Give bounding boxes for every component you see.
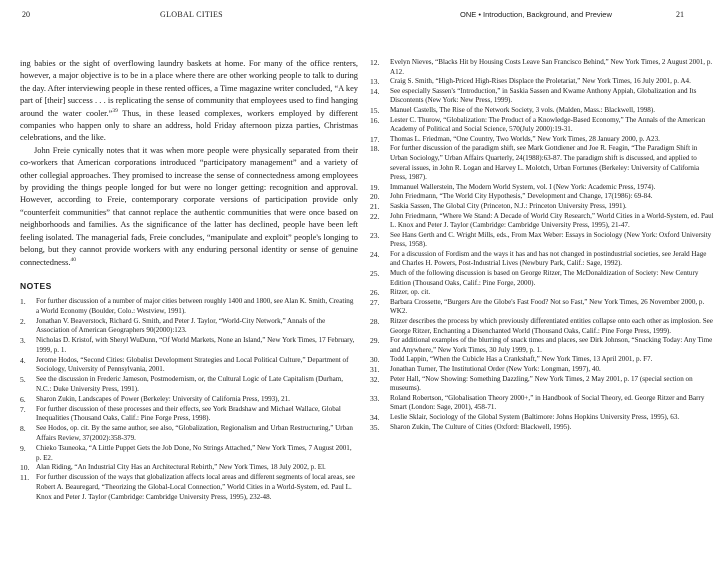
footnote-number: 1. [20,296,26,306]
footnote [20,336,358,356]
footnote-number: 4. [20,355,26,365]
footnote-ref: 40 [70,256,76,263]
footnote-number: 12. [370,58,380,67]
footnote-number: 23. [370,230,380,240]
footnote-ref: 39 [112,107,118,114]
body-text: Thus, in these leased complexes, workers employed by different companies who happen only to share an address, hold Friday afternoon pizza parties, Christmas celebrations, and the like. [20,108,358,143]
footnote [370,317,716,336]
footnote-number: 10. [20,463,30,473]
footnote-text: Immanuel Wallerstein, The Modern World System, vol. I (New York: Academic Press, 1974). [390,182,656,191]
footnote-number: 29. [370,336,380,346]
footnote-number: 35. [370,422,380,432]
footnote-text: Ritzer, op. cit. [390,288,431,297]
footnote [370,106,716,116]
footnote-text: Lester C. Thurow, “Globalization: The Product of a Knowledge-Based Economy,” The Annals of the American Academy of Political and Social Science, 570(July 2000):19-31. [390,115,706,134]
footnote-text: Leslie Sklair, Sociology of the Global System (Baltimore: Johns Hopkins University Press, 1995), 63. [390,412,680,421]
footnote-number: 13. [370,77,380,87]
footnote [370,365,716,375]
footnote-text: For further discussion of these processes and their effects, see York Bradshaw and Michael Wallace, Global Inequalities (Thousand Oaks, Calif.: Pine Forge Press, 1998). [36,404,341,423]
footnote-text: Todd Lappin, “When the Cubicle Has a Crankshaft,” New York Times, 13 April 2001, p. F7. [390,355,653,364]
footnote-number: 27. [370,297,380,307]
footnote [370,375,716,394]
footnote-text: Chieko Tsuneoka, “A Little Puppet Gets the Job Done, No Strings Attached,” New York Times, 7 August 2001, p. E2. [36,443,352,462]
footnote-text: John Friedmann, “The World City Hypothesis,” Development and Change, 17(1986): 69-84. [390,192,653,201]
body-text: John Freie cynically notes that it was when more people were physically separated from their co-workers that American corporations introduced “participatory management” and a variety of other collegial approaches. They promised to increase the sense of connectedness among employees by providing the things people longed for but were no longer getting: recognition and approval. However, according to Freie, contemporary corporate versions of participation provide only “counterfeit communities” that cannot replace the authentic communities that were once based on neighborhoods and families. As the significance of the latter has declined, people have been left feeling isolated. The managerial fads, Freie concludes, “manipulate and exploit” people's longing to belong, but they cannot provide workers with any enduring personal identity or sense of genuine connectedness. [20,145,358,267]
footnote-number: 34. [370,412,380,422]
footnote-text: For further discussion of a number of major cities between roughly 1400 and 1800, see Alan K. Smith, Creating a World Economy (Boulder, Colo.: Westview, 1991). [36,296,354,315]
footnote-number: 32. [370,374,380,384]
footnote-number: 28. [370,317,380,327]
footnote [370,87,716,106]
footnote-text: Jonathan V. Beaverstock, Richard G. Smith, and Peter J. Taylor, “World-City Network,” Annals of the Association of American Geographers 90(2000):123. [36,316,326,335]
notes-list-right [370,58,716,432]
footnote-text: Ritzer describes the process by which previously differentiated entities collapse onto each other as implosion. See George Ritzer, Enchanting a Disenchanted World (Thousand Oaks, Calif.: Pine Forge Press, 1999). [390,317,713,335]
footnote-text: Peter Hall, “Now Showing: Something Dazzling,” New York Times, 2 May 2001, p. 17 (special section on museums). [390,374,693,393]
footnote-text: Roland Robertson, “Globalisation Theory 2000+,” in Handbook of Social Theory, ed. George Ritzer and Barry Smart (London: Sage, 2001), 458-71. [390,393,705,412]
footnote-number: 26. [370,288,380,298]
footnote-number: 11. [20,473,30,483]
footnote-number: 14. [370,86,380,96]
footnote [370,77,716,87]
footnote-text: Manuel Castells, The Rise of the Network Society, 3 vols. (Malden, Mass.: Blackwell, 1998). [390,105,655,114]
footnote-number: 2. [20,316,26,326]
footnote-text: Thomas L. Friedman, “One Country, Two Worlds,” New York Times, 28 January 2000, p. A23. [390,134,660,143]
footnote-number: 22. [370,211,380,221]
footnote [370,58,716,77]
footnote [370,116,716,135]
footnote-text: Sharon Zukin, Landscapes of Power (Berkeley: University of California Press, 1993), 21. [36,394,290,403]
footnote-text: See Hans Gerth and C. Wright Mills, eds., From Max Weber: Essays in Sociology (New York: Oxford University Press, 1958). [390,230,712,249]
footnote-number: 30. [370,355,380,365]
footnote [20,463,358,473]
footnote-number: 6. [20,394,26,404]
footnote [20,473,358,502]
notes-list-left [20,297,358,503]
page-number-left: 20 [22,10,30,19]
footnote [20,424,358,444]
footnote-text: See the discussion in Frederic Jameson, Postmodernism, or, the Cultural Logic of Late Capitalism (Durham, N.C.: Duke University Press, 1991). [36,375,344,394]
page-number-right: 21 [676,10,684,19]
footnote-text: Nicholas D. Kristof, with Sheryl WuDunn, “Of World Markets, None an Island,” New York Times, 17 February, 1999, p. 1. [36,336,355,354]
footnote-number: 3. [20,336,26,346]
footnote-text: For further discussion of the ways that globalization affects local areas and different segments of local areas, see Robert A. Beauregard, “Theorizing the Global-Local Connection,” World Cities in a World-System, ed. Paul L. Knox and Peter J. Taylor (Cambridge: Cambridge University Press, 1995), 232-48. [36,473,355,501]
footnote-number: 31. [370,365,380,374]
footnote-number: 20. [370,192,380,202]
footnote [20,356,358,376]
footnote-text: John Friedmann, “Where We Stand: A Decade of World City Research,” World Cities in a World-System, ed. Paul L. Knox and Peter J. Taylor (Cambridge: Cambridge University Press, 1995), 21-47. [390,211,714,230]
footnote-number: 24. [370,249,380,259]
footnote [370,288,716,298]
footnote [370,202,716,212]
footnote-text: Jerome Hodos, “Second Cities: Globalist Development Strategies and Local Political Culture,” Department of Sociology, University of Pennsylvania, 2001. [36,355,349,374]
footnote [370,183,716,193]
running-head-right: ONE • Introduction, Background, and Preview [460,10,612,19]
footnote-number: 19. [370,182,380,192]
body-text: ing babies or the sight of overflowing laundry baskets at home. For many of the office renters, however, a major objective is to be in a place where there are other working people to talk to during the day. After interviewing people in these rented offices, a Time magazine writer concluded, “A key part of [their] success . . . is replicating the sense of community that employees used to find hanging around the water cooler.” [20,59,358,118]
footnote-number: 18. [370,144,380,154]
footnote [370,298,716,317]
footnote-number: 33. [370,393,380,403]
footnote [370,355,716,365]
footnote [370,250,716,269]
footnote [370,394,716,413]
footnote-text: See Hodos, op. cit. By the same author, see also, “Globalization, Regionalism and Urban Restructuring,” Urban Affairs Review, 37(2002):358-379. [36,424,353,443]
footnote [370,413,716,423]
left-page [20,58,358,503]
footnote-text: For additional examples of the blurring of snack times and places, see Dirk Johnson, “Snacking Today: Any Time and Anywhere,” New York Times, 30 July 1999, p. 1. [390,336,713,354]
footnote-number: 25. [370,269,380,279]
footnote-text: For further discussion of the paradigm shift, see Mark Gottdiener and Joe R. Feagin, “The Paradigm Shift in Urban Sociology,” Urban Affairs Quarterly, 24(1988):63-87. The paradigm shift is discussed, and applied to several issues, in John R. Logan and Harvey L. Molotch, Urban Fortunes (Berkeley: University of California Press, 1987). [390,144,700,182]
footnote [370,231,716,250]
footnote [20,395,358,405]
footnote-text: Saskia Sassen, The Global City (Princeton, N.J.: Princeton University Press, 1991). [390,201,627,210]
footnote [20,444,358,464]
footnote [370,269,716,288]
running-head-left: GLOBAL CITIES [160,10,223,19]
footnote-text: Sharon Zukin, The Culture of Cities (Oxford: Blackwell, 1995). [390,422,572,431]
footnote-number: 15. [370,105,380,115]
body-paragraph-2 [20,145,358,269]
footnote [20,297,358,317]
footnote-number: 21. [370,201,380,211]
footnote-number: 7. [20,404,26,414]
footnote-text: Craig S. Smith, “High-Priced High-Rises Displace the Proletariat,” New York Times, 16 July 2001, p. A4. [390,77,691,86]
right-page [370,58,716,432]
footnote-text: Much of the following discussion is based on George Ritzer, The McDonaldization of Society: New Century Edition (Thousand Oaks, Calif.: Pine Forge, 2000). [390,269,699,287]
footnote [20,375,358,395]
footnote-number: 16. [370,115,380,125]
footnote-text: Evelyn Nieves, “Blacks Hit by Housing Costs Leave San Francisco Behind,” New York Times, 2 August 2001, p. A12. [390,58,713,76]
footnote [370,192,716,202]
footnote [370,423,716,433]
footnote-text: Barbara Crossette, “Burgers Are the Globe's Fast Food? Not so Fast,” New York Times, 26 November 2000, p. WK2. [390,297,705,316]
footnote-number: 17. [370,134,380,144]
footnote-number: 5. [20,375,26,385]
footnote [370,212,716,231]
footnote-text: See especially Sassen's “Introduction,” in Saskia Sassen and Kwame Anthony Appiah, Globalization and Its Discontents (New York: New Press, 1999). [390,86,697,105]
footnote [20,405,358,425]
footnote-text: Alan Riding, “An Industrial City Has an Architectural Rebirth,” New York Times, 18 July 2002, p. El. [36,463,326,472]
footnote [370,336,716,355]
footnote-number: 9. [20,443,26,453]
footnote-text: For a discussion of Fordism and the ways it has and has not changed in postindustrial societies, see Jerald Hage and Charles H. Powers, Post-Industrial Lives (Newbury Park, Calif.: Sage, 1992). [390,249,707,268]
footnote-number: 8. [20,424,26,434]
body-paragraph-1 [20,58,358,145]
footnote [370,144,716,182]
footnote [370,135,716,145]
notes-heading: NOTES [20,280,52,291]
footnote-text: Jonathan Turner, The Institutional Order (New York: Longman, 1997), 40. [390,365,601,373]
footnote [20,317,358,337]
